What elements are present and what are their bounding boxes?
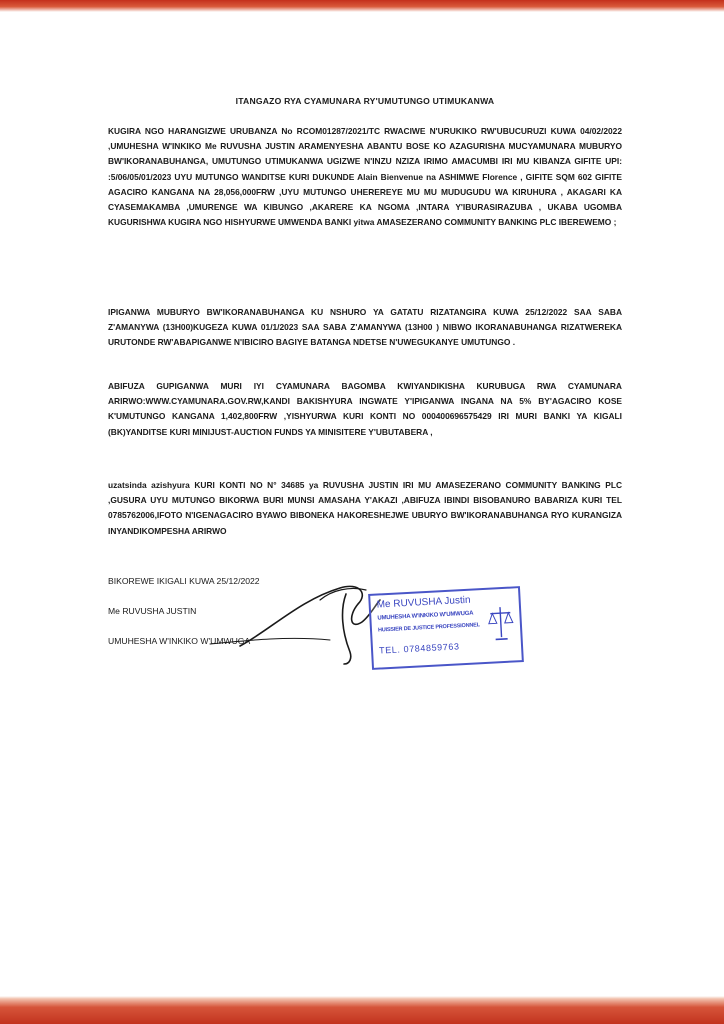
signoff-role: UMUHESHA W'INKIKO W'UMWUGA <box>108 636 251 646</box>
scales-of-justice-icon <box>487 602 515 643</box>
page-top-edge <box>0 0 724 12</box>
page-bottom-edge <box>0 996 724 1024</box>
stamp-phone: TEL. 0784859763 <box>378 641 460 656</box>
stamp-subtitle: HUISSIER DE JUSTICE PROFESSIONNEL <box>377 622 480 634</box>
document-title: ITANGAZO RYA CYAMUNARA RY'UMUTUNGO UTIMUKANWA <box>235 96 495 106</box>
paragraph-registration: ABIFUZA GUPIGANWA MURI IYI CYAMUNARA BAGOMBA KWIYANDIKISHA KURUBUGA RWA CYAMUNARA ARIRWO:WWW.CYAMUNARA.GOV.RW,KANDI BAKISHYURA INGWATE Y'IPIGANWA INGANA NA 5% BY'AGACIRO KOSE K'UMUTUNGO KANGANA 1,402,800FRW ,YISHYURWA KURI KONTI NO 000400696575429 IRI MURI BANKI YA KIGALI (BK)YANDITSE KURI MINIJUST-AUCTION FUNDS YA MINISITERE Y'UBUTABERA , <box>108 381 622 437</box>
official-stamp <box>368 586 524 670</box>
signoff-date: BIKOREWE IKIGALI KUWA 25/12/2022 <box>108 576 260 586</box>
stamp-title: UMUHESHA W'INKIKO W'UMWUGA <box>377 610 474 622</box>
paragraph-payment-contact: uzatsinda azishyura KURI KONTI NO N° 34685 ya RUVUSHA JUSTIN IRI MU AMASEZERANO COMMUNITY BANKING PLC ,GUSURA UYU MUTUNGO BIKORWA BURI MUNSI AMASAHA Y'AKAZI ,ABIFUZA IBINDI BISOBANURO BABARIZA KURI TEL 0785762006,IFOTO N'IGENAGACIRO BYAWO BIBONEKA HAKORESHEJWE UBURYO BW'IKORANABUHANGA RYO KURANGIZA INYANDIKOMPESHA ARIRWO <box>108 480 622 536</box>
paragraph-bidding-period: IPIGANWA MUBURYO BW'IKORANABUHANGA KU NSHURO YA GATATU RIZATANGIRA KUWA 25/12/2022 SAA SABA Z'AMANYWA (13H00)KUGEZA KUWA 01/1/2023 SAA SABA Z'AMANYWA (13H00 ) NIBWO IKORANABUHANGA RIZATWEREKA URUTONDE RW'ABAPIGANWE N'IBICIRO BAGIYE BATANGA NDETSE N'UWEGUKANYE UMUTUNGO . <box>108 307 622 348</box>
paragraph-auction-notice: KUGIRA NGO HARANGIZWE URUBANZA No RCOM01287/2021/TC RWACIWE N'URUKIKO RW'UBUCURUZI KUWA 04/02/2022 ,UMUHESHA W'INKIKO Me RUVUSHA JUSTIN ARAMENYESHA ABANTU BOSE KO AZAGURISHA MUCYAMUNARA MUBURYO BW'IKORANABUHANGA, UMUTUNGO UTIMUKANWA UGIZWE N'INZU NZIZA IRIMO AMACUMBI IRI MU KIBANZA GIFITE UPI: :5/06/05/01/2023 UYU MUTUNGO WANDITSE KURI DUKUNDE Alain Bienvenue na ASHIMWE Florence , GIFITE SQM 602 GIFITE AGACIRO KANGANA NA 28,056,000FRW ,UYU MUTUNGO UHEREREYE MU MU MUDUGUDU WA KIRUHURA , AKAGARI KA CYASEMAKAMBA ,UMURENGE WA KIBUNGO ,AKARERE KA NGOMA ,INTARA Y'IBURASIRAZUBA , UKABA UGOMBA KUGURISHWA KUGIRA NGO HISHYURWE UMWENDA BANKI yitwa AMASEZERANO COMMUNITY BANKING PLC IBEREWEMO ; <box>108 126 622 228</box>
signoff-name: Me RUVUSHA JUSTIN <box>108 606 197 616</box>
stamp-name: Me RUVUSHA Justin <box>376 594 471 611</box>
